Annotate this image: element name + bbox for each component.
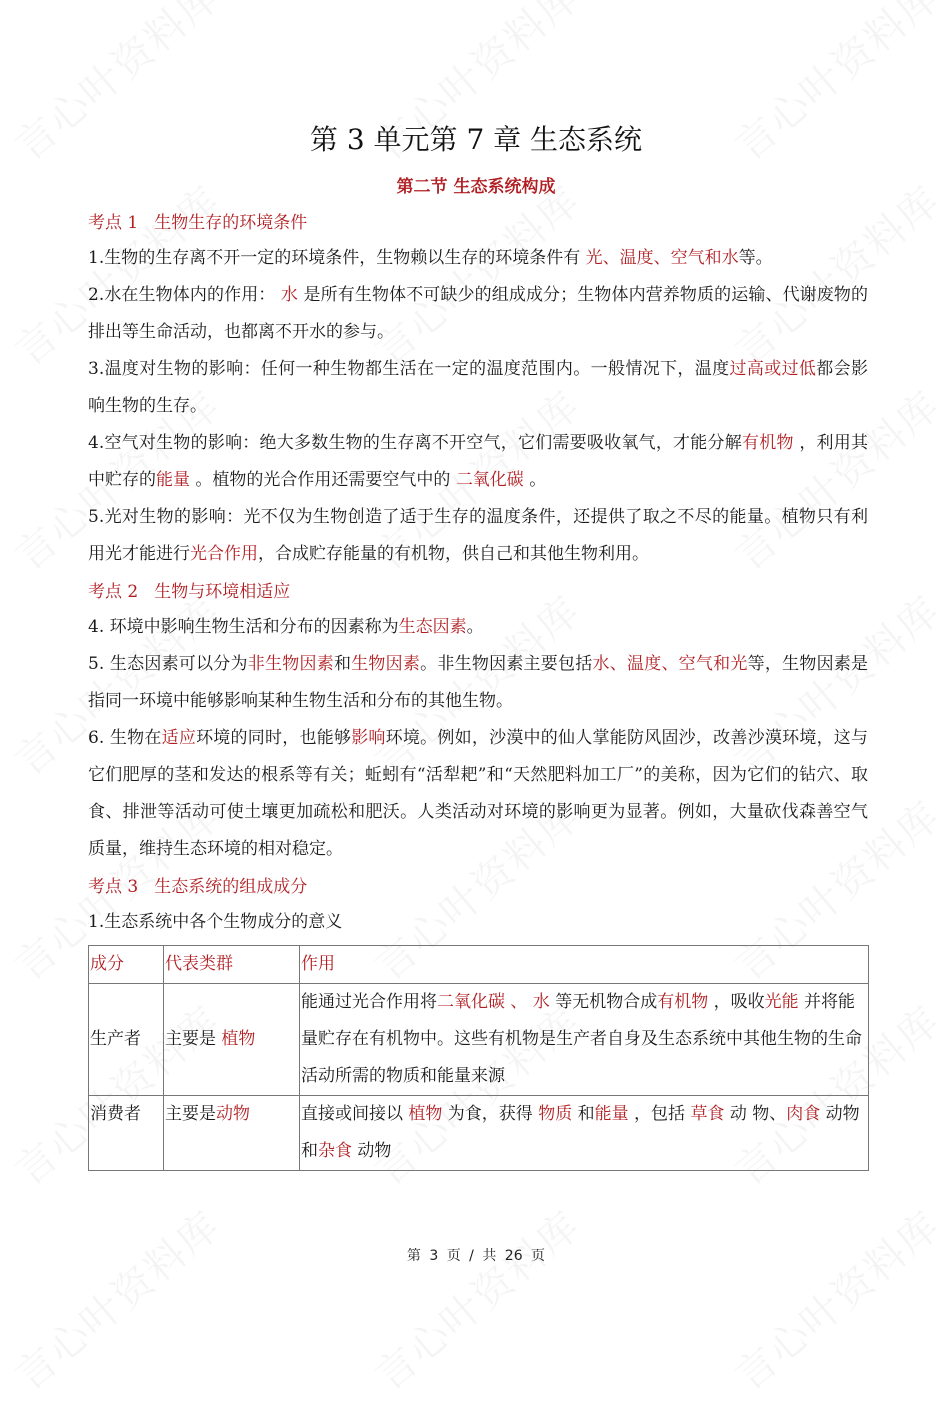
role-cell (300, 1096, 869, 1171)
text-run: 主要是 (165, 1104, 216, 1124)
text-run: 。植物的光合作用还需要空气中的 (190, 470, 456, 490)
highlighted-term: 二氧化碳 、 水 (437, 992, 550, 1012)
text-run: 。非生物因素主要包括 (420, 654, 593, 674)
text-run: 是所有生物体不可缺少的组成成分；生物体内营养物质的运输、代谢废物的排出等生命活动，也都离不开水的参与。 (88, 285, 868, 342)
component-cell: 生产者 (89, 984, 164, 1096)
paragraph (88, 240, 868, 277)
highlighted-term: 生态因素 (398, 617, 467, 637)
table-row (89, 1096, 869, 1171)
heading-text: 生态系统的组成成分 (154, 877, 308, 897)
text-run: 环境的同时，也能够 (196, 728, 352, 748)
highlighted-term: 适应 (161, 728, 197, 748)
text-run: 动物 (352, 1141, 392, 1161)
heading-number: 考点 3 (88, 877, 139, 897)
text-run: 5. 生态因素可以分为 (88, 654, 248, 674)
highlighted-term: 二氧化碳 (455, 470, 524, 490)
page-title: 第 3 单元第 7 章 生态系统 (309, 123, 643, 156)
ecosystem-components-table (88, 945, 869, 1171)
text-run: 5.光对生物的影响：光不仅为生物创造了适于生存的温度条件，还提供了取之不尽的能量。植物只有利用光才能进行 (88, 507, 868, 564)
text-run: 直接或间接以 (301, 1104, 409, 1124)
text-run: 等无机物合成 (549, 992, 658, 1012)
kaodian-1-heading (88, 208, 868, 238)
text-run: 和 (333, 654, 352, 674)
section-subtitle: 第二节 生态系统构成 (396, 177, 556, 197)
role-cell (300, 984, 869, 1096)
highlighted-term: 光、温度、空气和水 (585, 248, 739, 268)
highlighted-term: 有机物 (741, 433, 794, 453)
highlighted-term: 能量 (156, 470, 190, 490)
text-run: 6. 生物在 (88, 728, 162, 748)
text-run: 1.生态系统中各个生物成分的意义 (88, 912, 343, 932)
text-run: 等，生物因素是指同一环境中能够影响某种生物生活和分布的其他生物。 (88, 654, 869, 711)
highlighted-term: 影响 (351, 728, 386, 748)
text-run: 等。 (738, 248, 773, 268)
text-run: 环境。例如，沙漠中的仙人掌能防风固沙，改善沙漠环境，这与它们肥厚的茎和发达的根系等有关；蚯蚓有“活犁耙”和“天然肥料加工厂”的美称，因为它们的钻穴、取食、排泄等活动可使土壤更加疏松和肥沃。人类活动对环境的影响更为显著。例如，大量砍伐森善空气质量，维持生态环境的相对稳定。 (88, 728, 869, 859)
highlighted-term: 生物因素 (351, 654, 421, 674)
highlighted-term: 肉食 (786, 1104, 821, 1124)
paragraph (88, 425, 868, 499)
text-run: 都会影响生物的生存。 (88, 359, 869, 416)
table-header-cell: 成分 (89, 946, 164, 984)
highlighted-term: 植物 (408, 1104, 443, 1124)
heading-number: 考点 2 (88, 582, 139, 602)
highlighted-term: 能量 (594, 1104, 629, 1124)
text-run: 。 (523, 470, 547, 490)
component-cell: 消费者 (89, 1096, 164, 1171)
kaodian-2-heading (88, 577, 868, 607)
text-run: 为食，获得 (442, 1104, 539, 1124)
text-run: 2.水在生物体内的作用： (88, 285, 281, 305)
highlighted-term: 植物 (221, 1029, 256, 1049)
highlighted-term: 过高或过低 (729, 359, 817, 379)
highlighted-term: 水、温度、空气和光 (592, 654, 748, 674)
highlighted-term: 物质 (538, 1104, 573, 1124)
highlighted-term: 有机物 (657, 992, 709, 1012)
text-run: 能通过光合作用将 (301, 992, 437, 1012)
kaodian-3-heading (88, 872, 868, 902)
highlighted-term: 草食 (690, 1104, 725, 1124)
heading-text: 生物与环境相适应 (154, 582, 291, 602)
text-run: 3.温度对生物的影响：任何一种生物都生活在一定的温度范围内。一般情况下，温度 (88, 359, 730, 379)
heading-text: 生物生存的环境条件 (154, 213, 308, 233)
page-number-footer: 第 3 页 / 共 26 页 (406, 1248, 546, 1264)
table-header-cell: 作用 (300, 946, 869, 984)
highlighted-term: 杂食 (318, 1141, 352, 1161)
text-run: 。 (466, 617, 484, 637)
highlighted-term: 水 (280, 285, 299, 305)
text-run: ，吸收 (708, 992, 765, 1012)
text-run: ，合成贮存能量的有机物，供自己和其他生物利用。 (258, 544, 649, 564)
text-run: 动 物、 (724, 1104, 787, 1124)
text-run: 4. 环境中影响生物生活和分布的因素称为 (88, 617, 399, 637)
paragraph (88, 720, 868, 868)
paragraph (88, 351, 868, 425)
table-header-cell: 代表类群 (164, 946, 300, 984)
text-run: 主要是 (165, 1029, 222, 1049)
paragraph (88, 609, 868, 646)
text-run: ，利用其中贮存的 (88, 433, 869, 490)
group-cell (164, 984, 300, 1096)
highlighted-term: 光合作用 (190, 544, 258, 564)
table-row (89, 984, 869, 1096)
text-run: 和 (572, 1104, 595, 1124)
text-run: ，包括 (628, 1104, 691, 1124)
text-run: 并将能量贮存在有机物中。这些有机物是生产者自身及生态系统中其他生物的生命活动所需的物质和能量来源 (301, 992, 862, 1086)
highlighted-term: 非生物因素 (247, 654, 334, 674)
text-run: 4.空气对生物的影响：绝大多数生物的生存离不开空气，它们需要吸收氧气，才能分解 (88, 433, 742, 453)
heading-number: 考点 1 (88, 213, 139, 233)
document-body (88, 204, 868, 1171)
paragraph (88, 277, 868, 351)
highlighted-term: 光能 (764, 992, 799, 1012)
paragraph (88, 646, 868, 720)
table-header-row (89, 946, 869, 984)
paragraph (88, 499, 868, 573)
highlighted-term: 动物 (216, 1104, 250, 1124)
text-run: 动物和 (301, 1104, 860, 1161)
text-run: 1.生物的生存离不开一定的环境条件，生物赖以生存的环境条件有 (88, 248, 586, 268)
group-cell (164, 1096, 300, 1171)
paragraph (88, 904, 868, 941)
